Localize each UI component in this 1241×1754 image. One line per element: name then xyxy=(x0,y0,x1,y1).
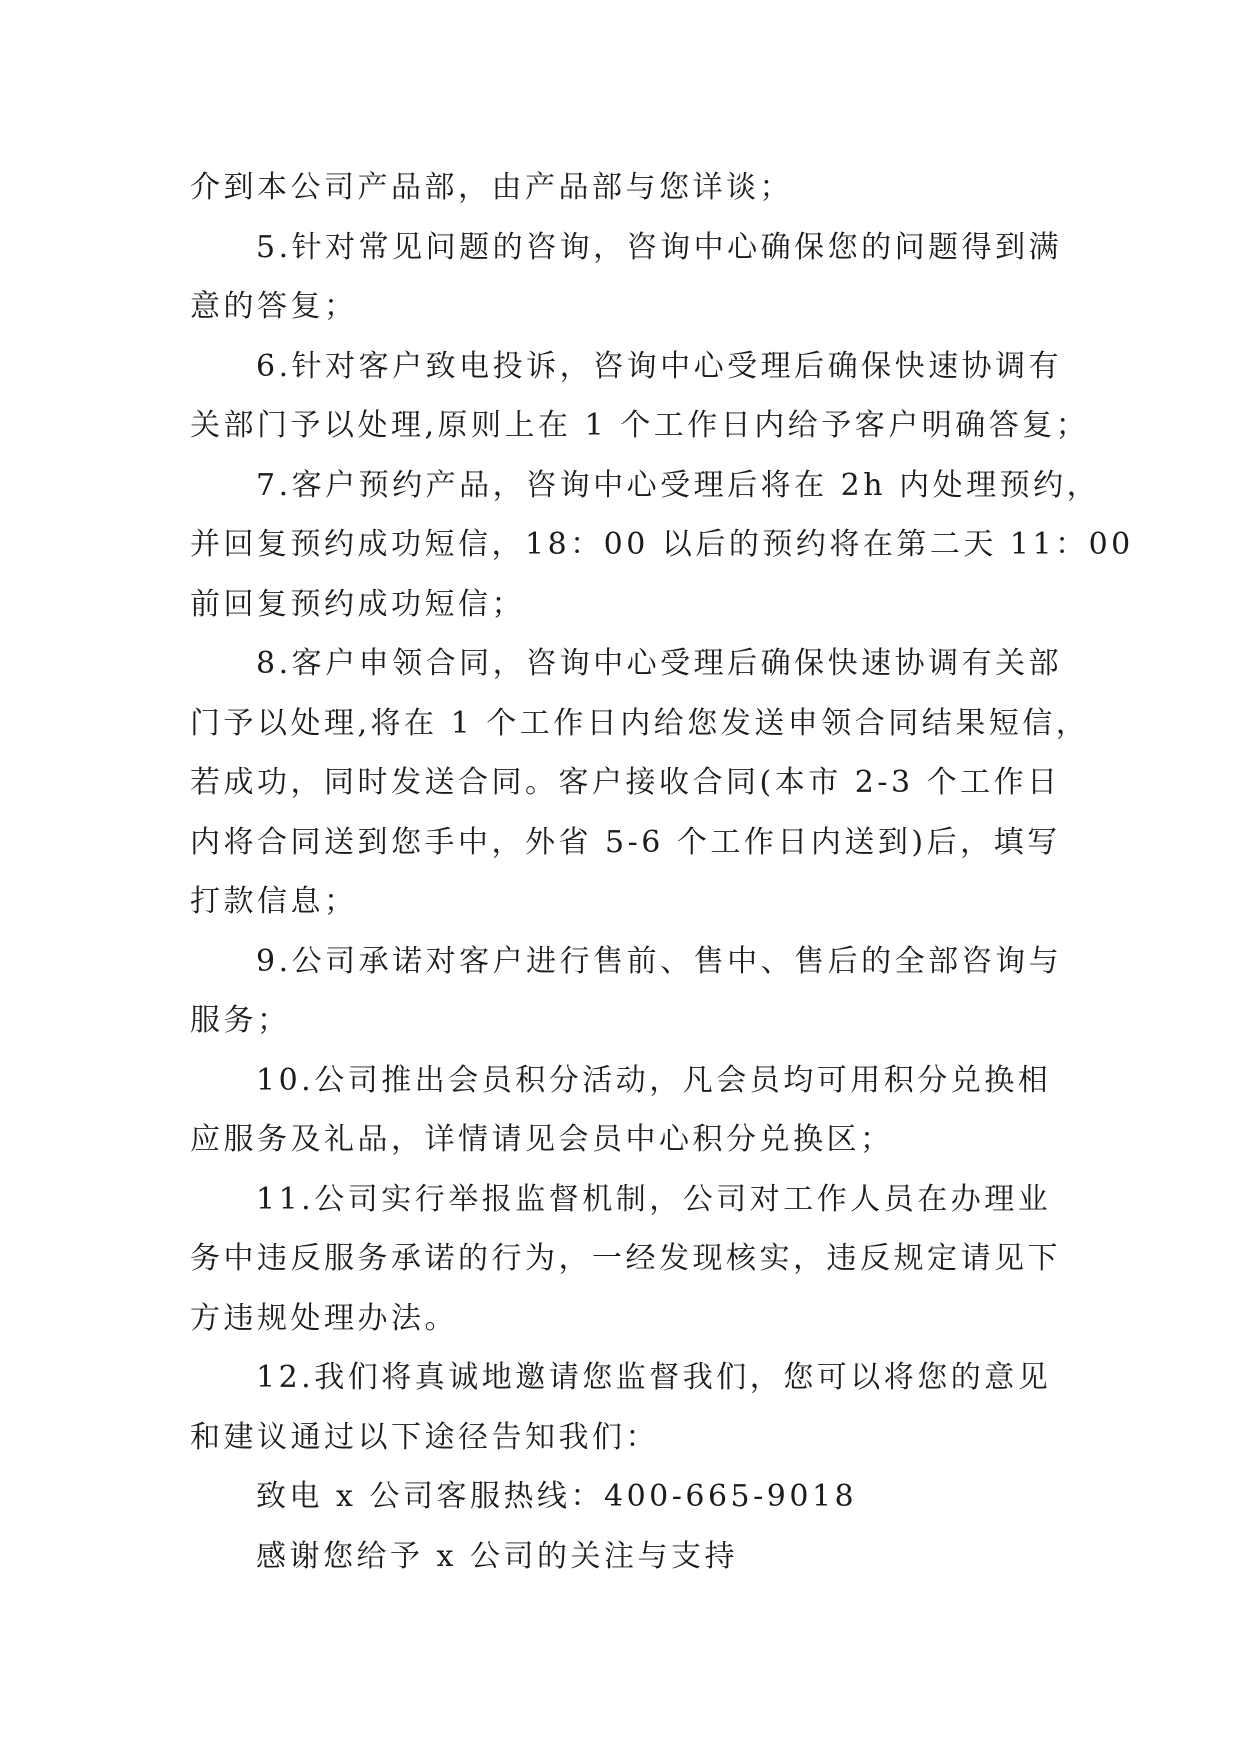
text-line: 意的答复； xyxy=(190,289,358,324)
text-line: 9.公司承诺对客户进行售前、售中、售后的全部咨询与 xyxy=(256,943,1063,979)
text-line: 感谢您给予 x 公司的关注与支持 xyxy=(256,1538,738,1574)
text-line: 8.客户申领合同，咨询中心受理后确保快速协调有关部 xyxy=(256,646,1063,681)
text-line: 介到本公司产品部，由产品部与您详谈； xyxy=(190,170,793,205)
text-line: 6.针对客户致电投诉，咨询中心受理后确保快速协调有 xyxy=(256,348,1063,384)
text-line: 若成功，同时发送合同。客户接收合同(本市 2-3 个工作日 xyxy=(190,765,1061,800)
text-line: 10.公司推出会员积分活动，凡会员均可用积分兑换相 xyxy=(256,1062,1052,1098)
text-line: 关部门予以处理,原则上在 1 个工作日内给予客户明确答复； xyxy=(190,408,1090,443)
text-line: 门予以处理,将在 1 个工作日内给您发送申领合同结果短信， xyxy=(190,705,1090,741)
document-body xyxy=(190,158,1134,1586)
text-line: 务中违反服务承诺的行为，一经发现核实，违反规定请见下 xyxy=(190,1241,1061,1276)
text-line: 打款信息； xyxy=(190,884,358,919)
text-line: 5.针对常见问题的咨询，咨询中心确保您的问题得到满 xyxy=(256,229,1063,265)
text-line: 服务； xyxy=(190,1003,291,1038)
text-line: 内将合同送到您手中，外省 5-6 个工作日内送到)后，填写 xyxy=(190,824,1061,860)
text-line: 前回复预约成功短信； xyxy=(190,586,525,622)
text-line: 12.我们将真诚地邀请您监督我们，您可以将您的意见 xyxy=(256,1360,1052,1395)
text-line: 方违规处理办法。 xyxy=(190,1300,458,1336)
text-line: 并回复预约成功短信，18：00 以后的预约将在第二天 11：00 xyxy=(190,527,1134,562)
text-line: 应服务及礼品，详情请见会员中心积分兑换区； xyxy=(190,1122,894,1157)
text-line: 7.客户预约产品，咨询中心受理后将在 2h 内处理预约， xyxy=(256,467,1101,503)
text-line: 致电 x 公司客服热线：400-665-9018 xyxy=(256,1479,858,1514)
text-line: 和建议通过以下途径告知我们： xyxy=(190,1419,659,1455)
text-line: 11.公司实行举报监督机制，公司对工作人员在办理业 xyxy=(256,1181,1052,1217)
